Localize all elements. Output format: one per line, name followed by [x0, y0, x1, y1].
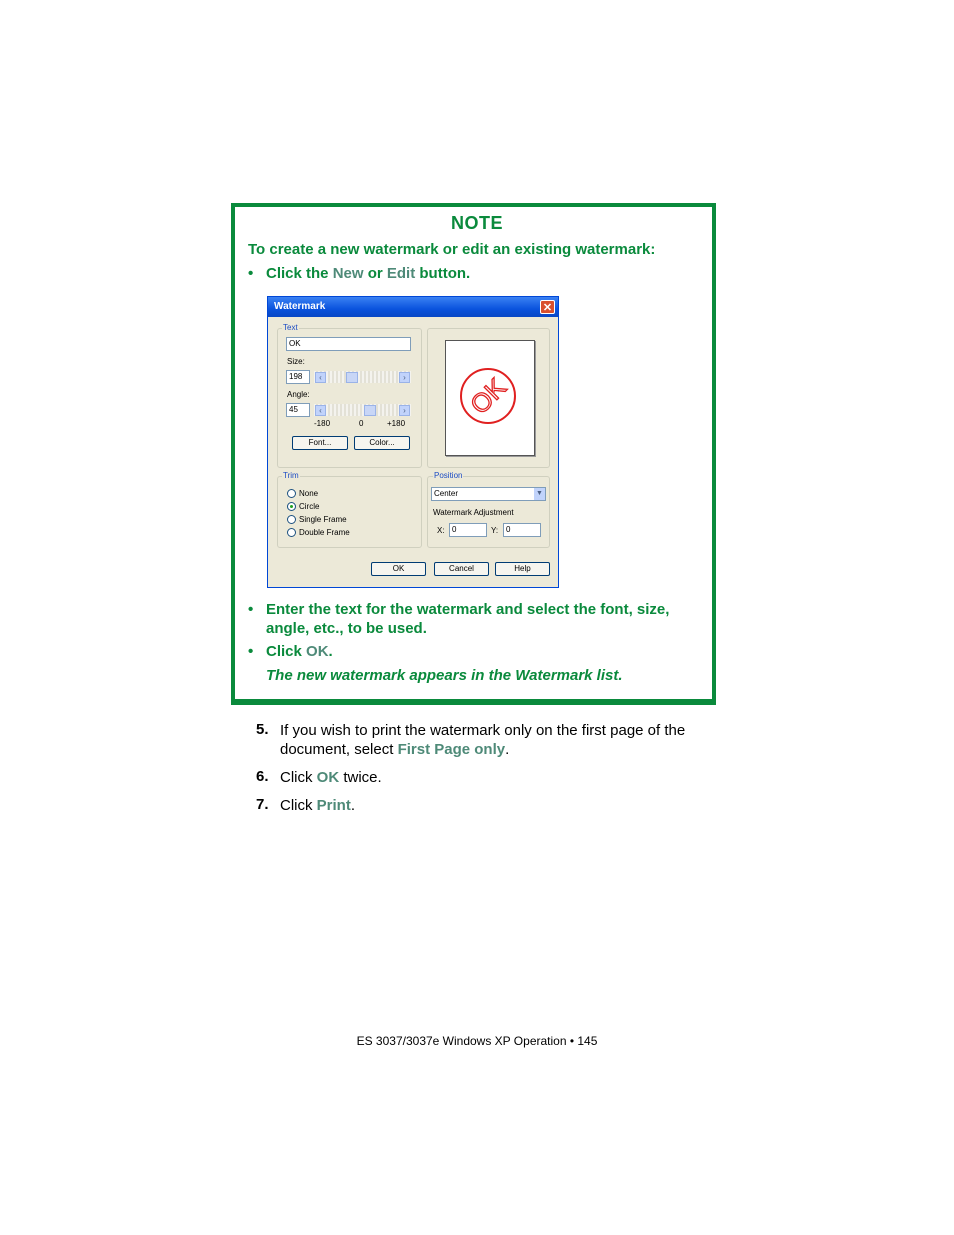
trim-circle-label: Circle — [299, 502, 320, 511]
new-link: New — [332, 265, 364, 282]
size-slider-thumb[interactable] — [346, 372, 358, 383]
angle-left-arrow-icon[interactable]: ‹ — [315, 405, 326, 416]
x-stepper[interactable]: 0 — [449, 523, 487, 537]
first-page-only-link: First Page only — [397, 741, 506, 758]
step-5-number: 5. — [256, 721, 269, 738]
print-link: Print — [316, 797, 351, 814]
preview-page — [445, 340, 535, 456]
angle-max: +180 — [387, 419, 406, 428]
bullet-enter-text-line1: Enter the text for the watermark and select the font, size, — [266, 601, 670, 618]
step-6-number: 6. — [256, 768, 269, 785]
trim-circle-radio[interactable] — [287, 502, 296, 511]
chevron-down-icon[interactable]: ▼ — [534, 488, 545, 500]
step-6: Click OK twice. — [280, 769, 382, 786]
preview-text: OK — [464, 372, 512, 420]
trim-group-label: Trim — [283, 471, 299, 480]
trim-none-radio[interactable] — [287, 489, 296, 498]
edit-link: Edit — [386, 265, 416, 282]
position-select-value: Center — [434, 489, 459, 498]
position-select[interactable] — [431, 487, 546, 501]
trim-single-frame-label: Single Frame — [299, 515, 347, 524]
trim-single-frame-radio[interactable] — [287, 515, 296, 524]
step-7-number: 7. — [256, 796, 269, 813]
cancel-button[interactable]: Cancel — [434, 562, 489, 576]
size-label: Size: — [287, 357, 305, 366]
size-slider[interactable] — [314, 371, 411, 383]
trim-group — [277, 476, 422, 548]
y-stepper[interactable]: 0 — [503, 523, 541, 537]
ok-link: OK — [306, 643, 329, 660]
size-input[interactable]: 198 — [286, 370, 310, 384]
bullet-new-edit: Click the New or Edit button. — [266, 265, 471, 282]
angle-min: -180 — [314, 419, 331, 428]
dialog-title: Watermark — [274, 301, 326, 312]
help-button[interactable]: Help — [495, 562, 550, 576]
angle-label: Angle: — [287, 390, 310, 399]
y-label: Y: — [491, 526, 499, 535]
bullet-dot: • — [248, 643, 254, 660]
text-group-label: Text — [283, 323, 298, 332]
page-footer: ES 3037/3037e Windows XP Operation • 145 — [356, 1034, 598, 1048]
note-result: The new watermark appears in the Watermark list. — [266, 667, 623, 684]
color-button[interactable]: Color... — [354, 436, 410, 450]
note-intro: To create a new watermark or edit an existing watermark: — [248, 241, 656, 258]
angle-zero: 0 — [359, 419, 364, 428]
bullet-click-ok: Click OK. — [266, 643, 333, 660]
angle-input[interactable]: 45 — [286, 403, 310, 417]
size-left-arrow-icon[interactable]: ‹ — [315, 372, 326, 383]
position-group-label: Position — [434, 471, 463, 480]
step-5: If you wish to print the watermark only on the first page of the document, select First Page only. — [280, 722, 686, 758]
font-button[interactable]: Font... — [292, 436, 348, 450]
trim-none-label: None — [299, 489, 319, 498]
angle-slider-thumb[interactable] — [364, 405, 376, 416]
watermark-preview-icon — [446, 341, 534, 455]
bullet-dot: • — [248, 601, 254, 618]
trim-double-frame-radio[interactable] — [287, 528, 296, 537]
dialog-title-bar — [268, 297, 558, 317]
angle-slider[interactable] — [314, 404, 411, 416]
watermark-adjustment-label: Watermark Adjustment — [433, 508, 514, 517]
note-title: NOTE — [450, 213, 503, 233]
size-right-arrow-icon[interactable]: › — [399, 372, 410, 383]
bullet-enter-text-line2: angle, etc., to be used. — [266, 620, 427, 637]
angle-right-arrow-icon[interactable]: › — [399, 405, 410, 416]
ok-link: OK — [316, 769, 340, 786]
trim-double-frame-label: Double Frame — [299, 528, 350, 537]
close-icon[interactable]: ✕ — [540, 300, 555, 314]
ok-button[interactable]: OK — [371, 562, 426, 576]
bullet-dot: • — [248, 265, 254, 282]
watermark-text-input[interactable]: OK — [286, 337, 411, 351]
step-7: Click Print. — [280, 797, 356, 814]
x-label: X: — [437, 526, 445, 535]
